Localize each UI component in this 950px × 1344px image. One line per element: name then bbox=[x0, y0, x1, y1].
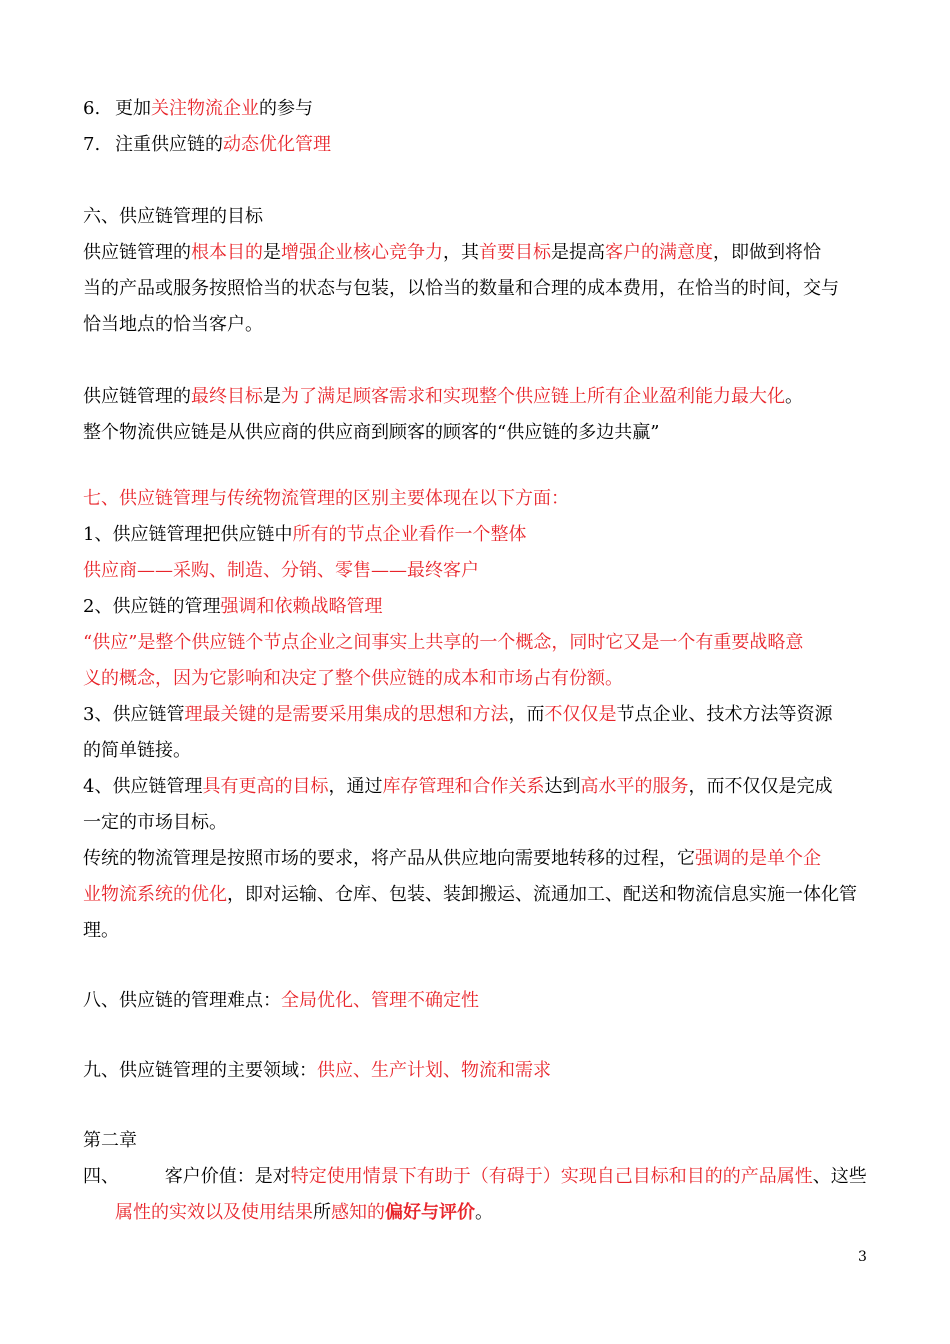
text-segment: ，通过 bbox=[328, 776, 383, 797]
text-segment: ，其 bbox=[443, 242, 479, 263]
text-segment: 增强企业核心竞争力 bbox=[281, 242, 443, 263]
text-segment: 。 bbox=[785, 386, 803, 407]
text-segment bbox=[119, 1166, 165, 1187]
text-segment: 整个物流供应链是从供应商的供应商到顾客的顾客的“供应链的多边共赢” bbox=[83, 422, 660, 443]
text-line bbox=[83, 205, 263, 229]
text-segment: 六、供应链管理的目标 bbox=[83, 206, 263, 227]
text-line bbox=[83, 919, 119, 943]
text-segment: ，即对运输、仓库、包装、装卸搬运、流通加工、配送和物流信息实施一体化管 bbox=[227, 884, 857, 905]
text-segment: 节点企业、技术方法等资源 bbox=[616, 704, 833, 725]
text-segment: 达到 bbox=[544, 776, 581, 797]
text-segment: 是 bbox=[263, 386, 281, 407]
text-segment: 更加 bbox=[115, 98, 151, 119]
text-line bbox=[83, 703, 832, 727]
text-segment: 客户价值：是对 bbox=[164, 1166, 291, 1187]
text-line bbox=[83, 1129, 137, 1153]
text-segment: 7. bbox=[83, 134, 101, 155]
text-segment: 偏好与评价 bbox=[385, 1202, 475, 1223]
text-segment: 。 bbox=[475, 1202, 493, 1223]
text-segment: 四、 bbox=[83, 1166, 119, 1187]
text-segment: 恰当地点的恰当客户。 bbox=[83, 314, 263, 335]
text-line bbox=[83, 421, 659, 445]
text-segment: 强调和依赖战略管理 bbox=[220, 596, 383, 617]
text-line bbox=[83, 97, 313, 121]
text-line bbox=[83, 385, 803, 409]
text-line bbox=[83, 241, 821, 265]
text-segment: 传统的物流管理是按照市场的要求，将产品从供应地向需要地转移的过程，它 bbox=[83, 848, 695, 869]
text-segment: 七、供应链管理与传统物流管理的区别主要体现在以下方面： bbox=[83, 488, 569, 509]
text-segment: 八、供应链的管理难点： bbox=[83, 990, 281, 1011]
text-segment: 是 bbox=[263, 242, 281, 263]
text-segment: 所 bbox=[313, 1202, 331, 1223]
text-line bbox=[83, 667, 623, 691]
text-line bbox=[83, 313, 263, 337]
text-segment: 高水平的服务 bbox=[580, 776, 689, 797]
text-segment: ，即做到将恰 bbox=[713, 242, 821, 263]
text-segment: ，而 bbox=[508, 704, 545, 725]
text-segment: 全局优化、管理不确定性 bbox=[281, 990, 479, 1011]
text-segment: 属性的实效以及使用结果 bbox=[115, 1202, 313, 1223]
text-segment: 是提高 bbox=[551, 242, 605, 263]
text-line bbox=[115, 1201, 493, 1225]
text-segment: 3、供应链管 bbox=[83, 704, 185, 725]
text-segment: 1、供应链管理把供应链中 bbox=[83, 524, 293, 545]
text-segment: 客户的满意度 bbox=[605, 242, 713, 263]
text-line bbox=[83, 989, 479, 1013]
text-segment: 所有的节点企业看作一个整体 bbox=[292, 524, 527, 545]
text-segment: 供应、生产计划、物流和需求 bbox=[317, 1060, 551, 1081]
text-segment: 注重供应链的 bbox=[115, 134, 223, 155]
page-number: 3 bbox=[858, 1249, 867, 1265]
text-segment: 第二章 bbox=[83, 1130, 137, 1151]
text-segment: 感知的 bbox=[331, 1202, 385, 1223]
text-line bbox=[83, 631, 803, 655]
text-segment: 特定使用情景下有助于（有碍于）实现自己目标和目的的产品属性 bbox=[290, 1166, 813, 1187]
text-segment: 当的产品或服务按照恰当的状态与包装，以恰当的数量和合理的成本费用，在恰当的时间，交与 bbox=[83, 278, 839, 299]
text-line bbox=[83, 277, 839, 301]
text-segment: 6. bbox=[83, 98, 101, 119]
text-segment: 库存管理和合作关系 bbox=[382, 776, 545, 797]
text-line bbox=[83, 133, 331, 157]
text-segment: 理。 bbox=[83, 920, 119, 941]
text-segment: 强调的是单个企 bbox=[695, 848, 821, 869]
text-line bbox=[83, 847, 821, 871]
text-segment: 不仅仅是 bbox=[544, 704, 617, 725]
text-line bbox=[83, 883, 857, 907]
text-segment: 供应链管理的 bbox=[83, 242, 191, 263]
text-line bbox=[83, 1165, 867, 1189]
text-line bbox=[83, 739, 191, 763]
text-line bbox=[83, 775, 832, 799]
text-line bbox=[83, 595, 382, 619]
text-line bbox=[83, 523, 526, 547]
text-segment: 的参与 bbox=[259, 98, 313, 119]
text-line bbox=[83, 811, 227, 835]
text-line bbox=[83, 487, 569, 511]
text-segment: 、这些 bbox=[812, 1166, 867, 1187]
text-segment: 供应商——采购、制造、分销、零售——最终客户 bbox=[83, 560, 479, 581]
text-segment: 九、供应链管理的主要领域： bbox=[83, 1060, 317, 1081]
text-segment: 理最关键的是需要采用集成的思想和方法 bbox=[184, 704, 509, 725]
text-segment: 首要目标 bbox=[479, 242, 551, 263]
text-line bbox=[83, 1059, 551, 1083]
text-segment: 动态优化管理 bbox=[223, 134, 331, 155]
text-segment: 义的概念，因为它影响和决定了整个供应链的成本和市场占有份额。 bbox=[83, 668, 623, 689]
text-line bbox=[83, 559, 479, 583]
text-segment: 业物流系统的优化 bbox=[83, 884, 227, 905]
text-segment: 具有更高的目标 bbox=[202, 776, 329, 797]
text-segment: 供应链管理的 bbox=[83, 386, 191, 407]
text-segment: 一定的市场目标。 bbox=[83, 812, 227, 833]
text-segment: 关注物流企业 bbox=[151, 98, 259, 119]
text-segment: ，而不仅仅是完成 bbox=[688, 776, 833, 797]
text-segment: 2、供应链的管理 bbox=[83, 596, 221, 617]
text-segment: 最终目标 bbox=[191, 386, 263, 407]
text-segment: “供应”是整个供应链个节点企业之间事实上共享的一个概念，同时它又是一个有重要战略意 bbox=[83, 632, 804, 653]
text-segment: 根本目的 bbox=[191, 242, 263, 263]
text-segment: 4、供应链管理 bbox=[83, 776, 203, 797]
text-segment: 为了满足顾客需求和实现整个供应链上所有企业盈利能力最大化 bbox=[281, 386, 785, 407]
text-segment: 的简单链接。 bbox=[83, 740, 191, 761]
